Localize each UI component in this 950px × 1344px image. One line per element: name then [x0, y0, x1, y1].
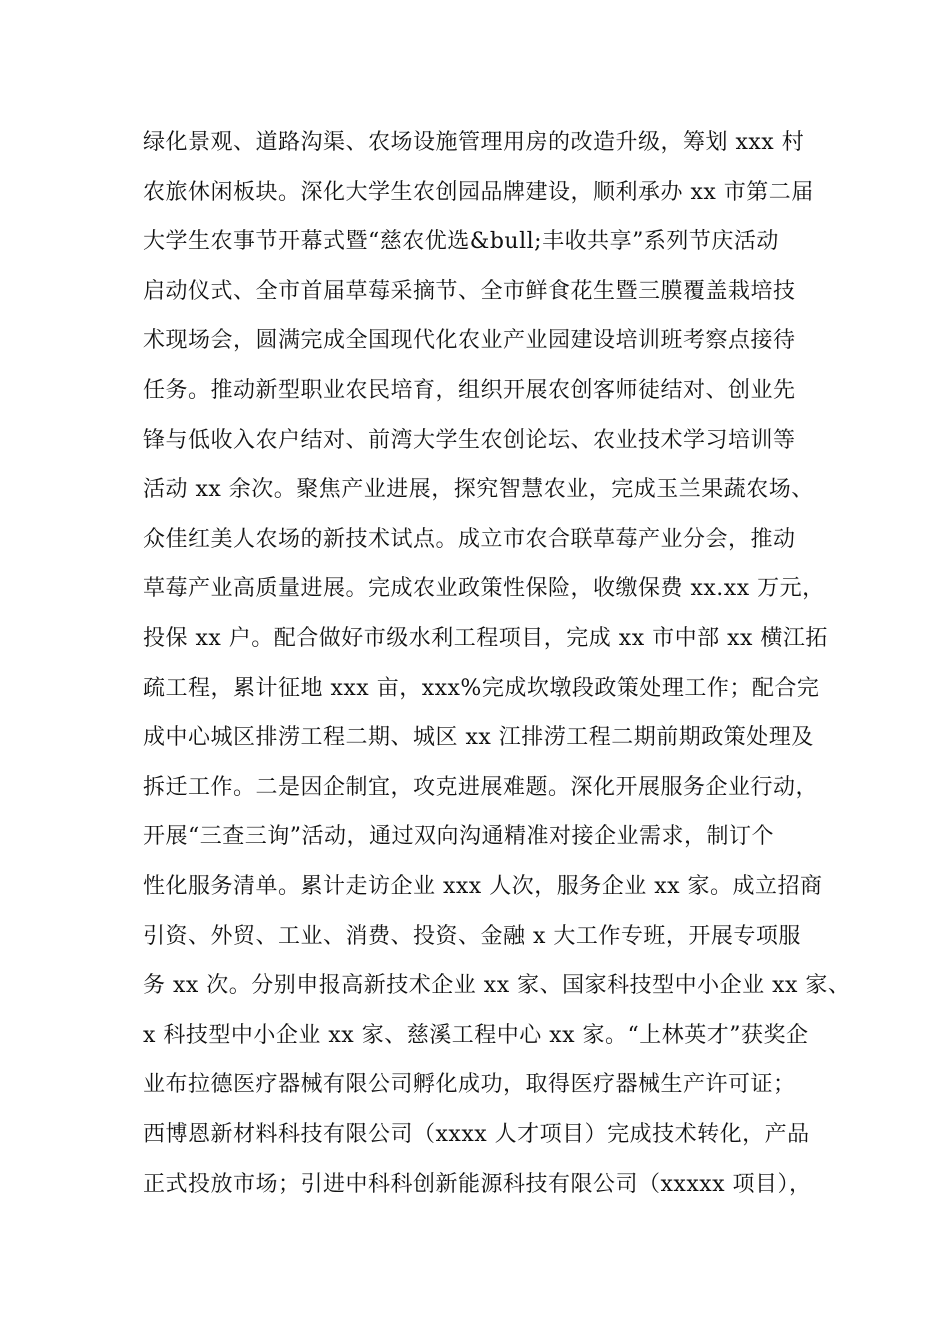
- text-line: 正式投放市场；引进中科科创新能源科技有限公司（xxxxx 项目），: [143, 1171, 812, 1197]
- text-line: 任务。推动新型职业农民培育，组织开展农创客师徒结对、创业先: [143, 378, 796, 403]
- text-line: 绿化景观、道路沟渠、农场设施管理用房的改造升级，筹划 xxx 村: [143, 130, 805, 155]
- text-line: 农旅休闲板块。深化大学生农创园品牌建设，顺利承办 xx 市第二届: [143, 179, 814, 205]
- text-line: 务 xx 次。分别申报高新技术企业 xx 家、国家科技型中小企业 xx 家、: [143, 973, 851, 999]
- text-line: 西博恩新材料科技有限公司（xxxx 人才项目）完成技术转化，产品: [143, 1122, 810, 1147]
- text-line: 术现场会，圆满完成全国现代化农业产业园建设培训班考察点接待: [143, 328, 796, 354]
- text-line: 锋与低收入农户结对、前湾大学生农创论坛、农业技术学习培训等: [143, 427, 796, 453]
- text-line: 成中心城区排涝工程二期、城区 xx 江排涝工程二期前期政策处理及: [143, 725, 814, 751]
- text-line: x 科技型中小企业 xx 家、慈溪工程中心 xx 家。“上林英才”获奖企: [143, 1022, 809, 1048]
- text-line: 草莓产业高质量进展。完成农业政策性保险，收缴保费 xx.xx 万元，: [143, 576, 825, 602]
- text-line: 开展“三查三询”活动，通过双向沟通精准对接企业需求，制订个: [143, 824, 774, 850]
- text-line: 投保 xx 户。配合做好市级水利工程项目，完成 xx 市中部 xx 横江拓: [143, 626, 828, 651]
- text-line: 众佳红美人农场的新技术试点。成立市农合联草莓产业分会，推动: [143, 526, 796, 552]
- text-line: 拆迁工作。二是因企制宜，攻克进展难题。深化开展服务企业行动，: [143, 774, 819, 800]
- text-line: 启动仪式、全市首届草莓采摘节、全市鲜食花生暨三膜覆盖栽培技: [143, 278, 796, 304]
- text-line: 大学生农事节开幕式暨“慈农优选&bull;丰收共享”系列节庆活动: [143, 229, 779, 255]
- text-line: 活动 xx 余次。聚焦产业进展，探究智慧农业，完成玉兰果蔬农场、: [143, 477, 814, 503]
- text-line: 性化服务清单。累计走访企业 xxx 人次，服务企业 xx 家。成立招商: [143, 874, 823, 899]
- text-line: 引资、外贸、工业、消费、投资、金融 x 大工作专班，开展专项服: [143, 923, 801, 949]
- text-line: 业布拉德医疗器械有限公司孵化成功，取得医疗器械生产许可证；: [143, 1072, 796, 1098]
- text-line: 疏工程，累计征地 xxx 亩，xxx%完成坎墩段政策处理工作；配合完: [143, 675, 820, 701]
